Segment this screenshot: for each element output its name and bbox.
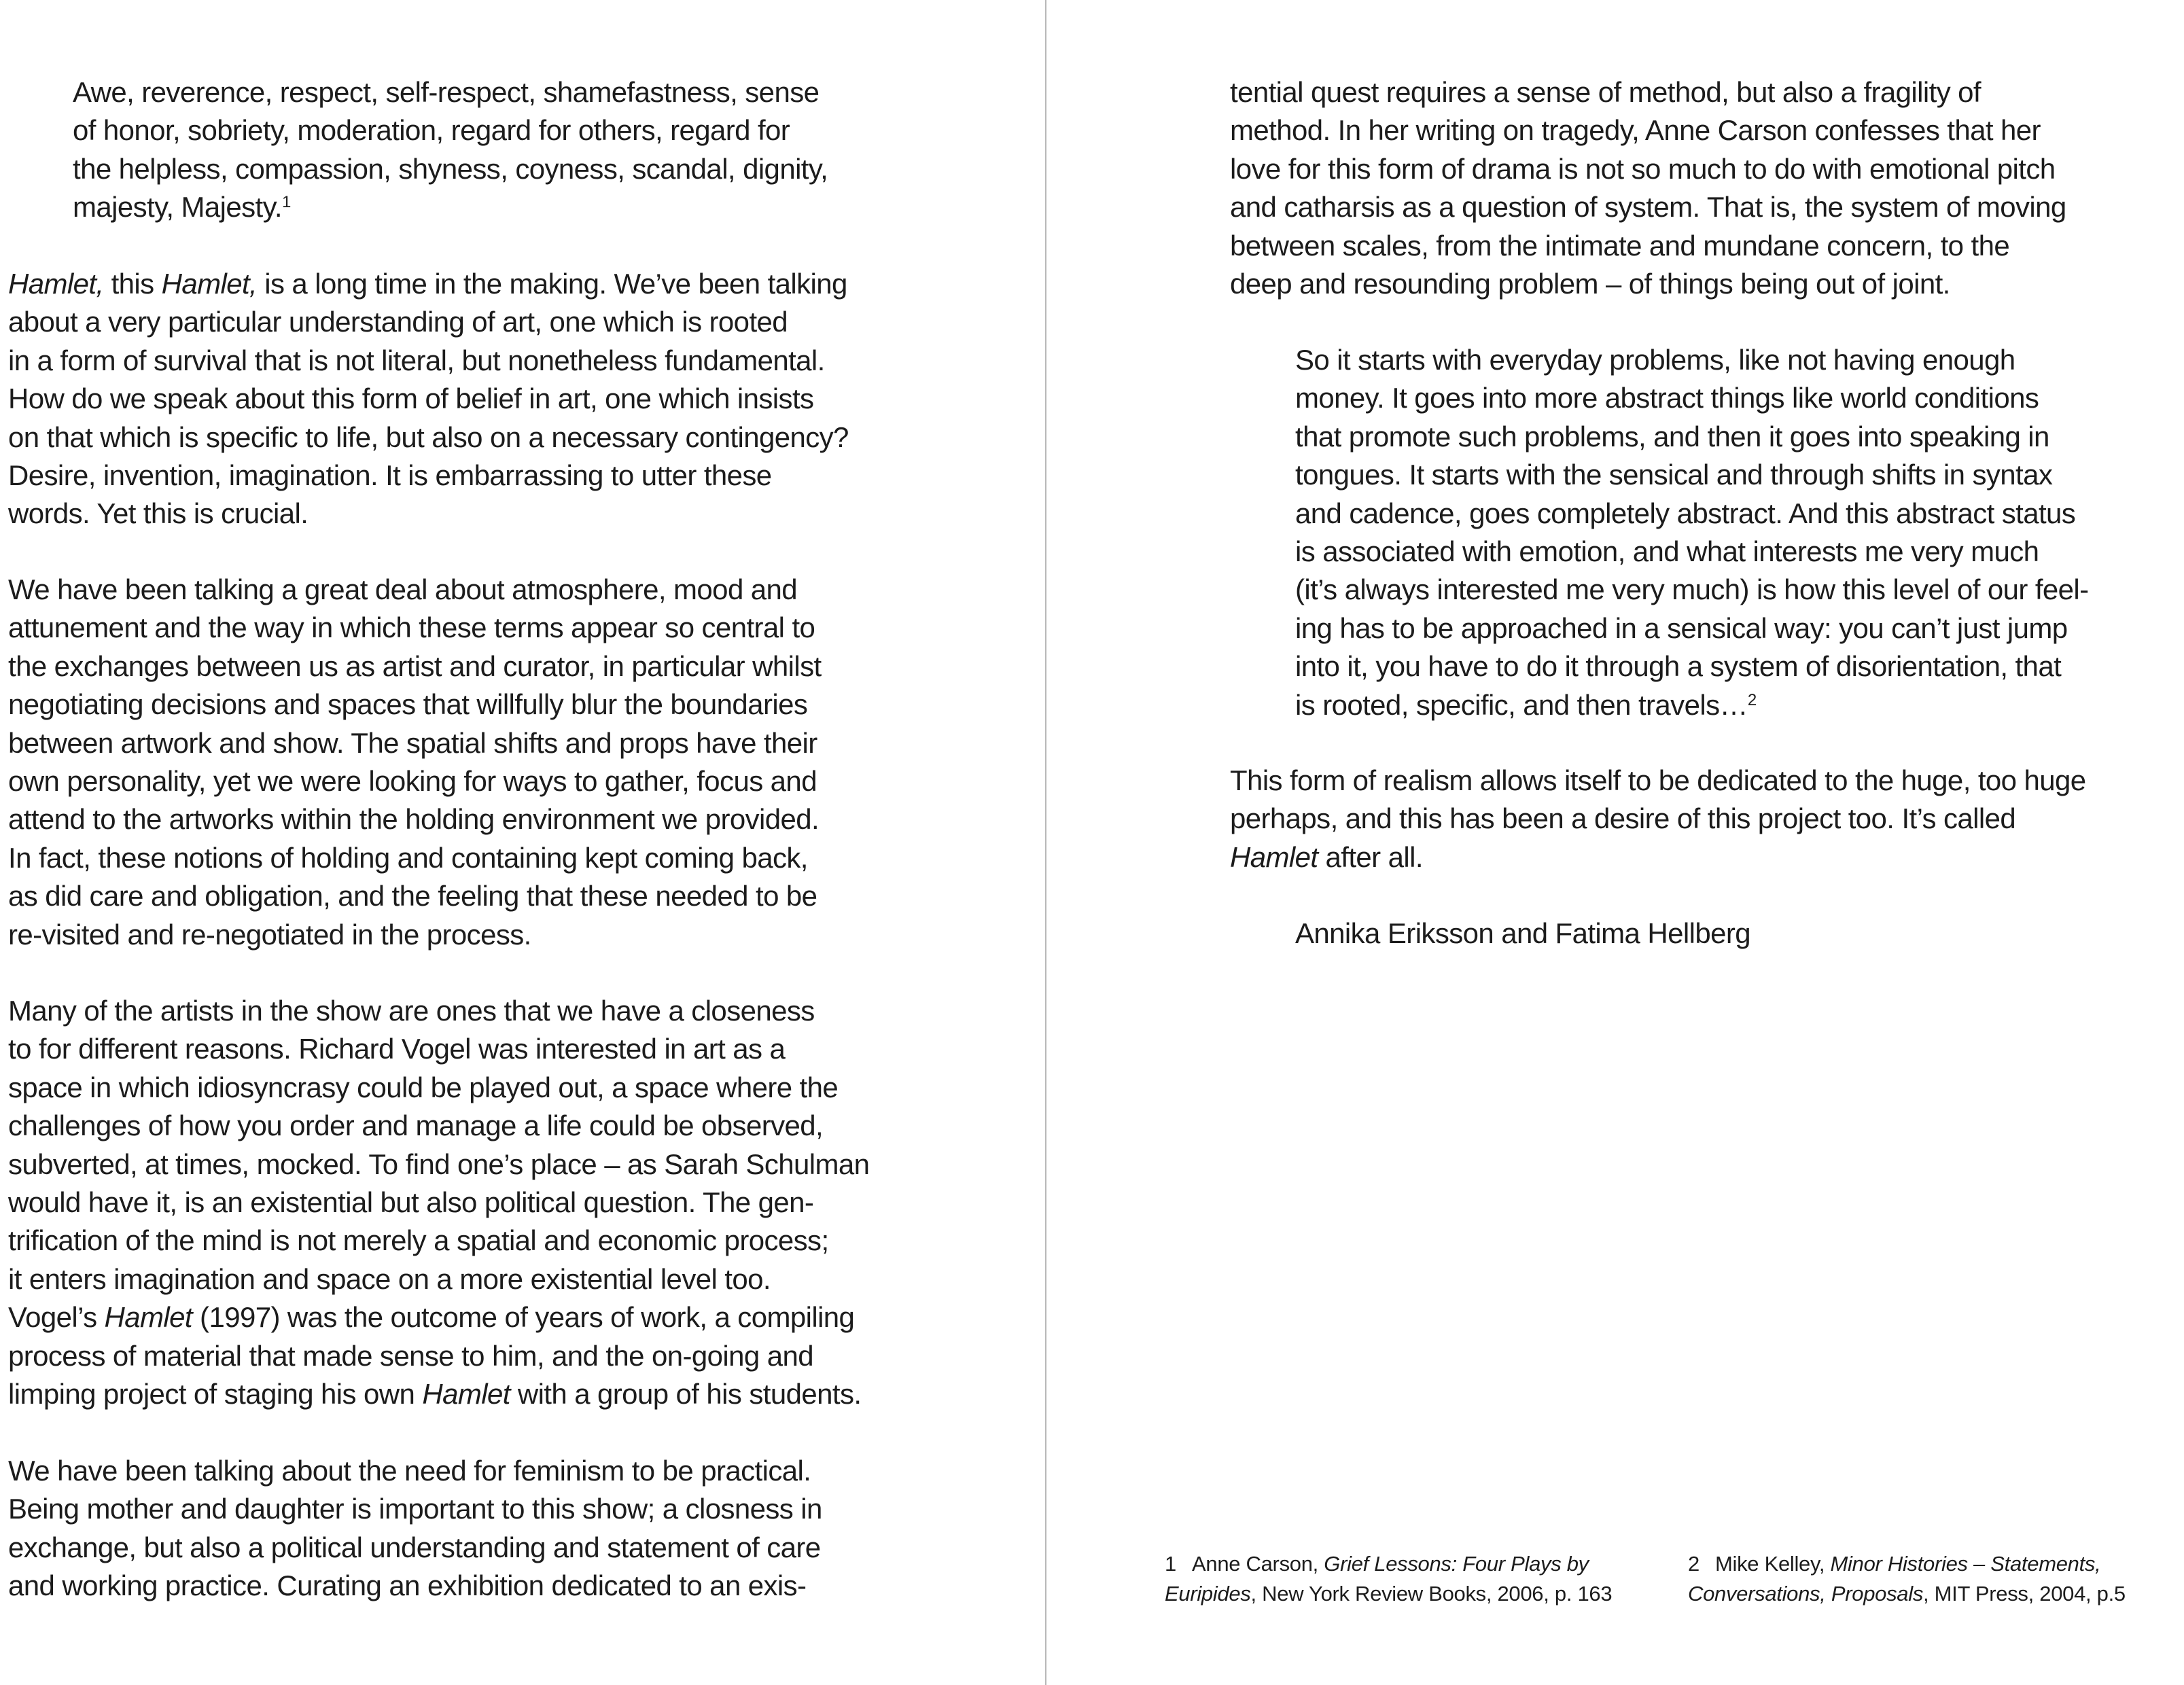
- footnote-title: Grief Lessons: Four Plays by: [1324, 1552, 1589, 1576]
- text-line: words. Yet this is crucial.: [8, 497, 309, 530]
- text-line: in a form of survival that is not literal, but nonetheless fundamental.: [8, 344, 825, 376]
- text-segment: (1997) was the outcome of years of work, a compiling: [192, 1301, 855, 1334]
- text-line: deep and resounding problem – of things being out of joint.: [1230, 268, 1950, 300]
- footnote-publisher: , MIT Press, 2004, p.5: [1923, 1582, 2126, 1606]
- text-line: attunement and the way in which these terms appear so central to: [8, 611, 815, 644]
- paragraph-atmosphere: [8, 571, 822, 954]
- text-line: negotiating decisions and spaces that willfully blur the boundaries: [8, 688, 808, 721]
- text-line: In fact, these notions of holding and containing kept coming back,: [8, 841, 808, 874]
- text-line: re-visited and re-negotiated in the process.: [8, 918, 531, 951]
- text-line: the exchanges between us as artist and curator, in particular whilst: [8, 650, 822, 682]
- italic-title: Hamlet: [104, 1301, 192, 1334]
- text-line: [8, 1298, 869, 1336]
- text-line: [1165, 1549, 1612, 1579]
- text-line: as did care and obligation, and the feeling that these needed to be: [8, 880, 817, 912]
- footnote-number: 1: [1165, 1552, 1176, 1576]
- right-page: [1046, 0, 2184, 1685]
- text-line: and cadence, goes completely abstract. And this abstract status: [1295, 497, 2076, 529]
- text-line: [8, 1375, 869, 1413]
- paragraph-artists: [8, 992, 869, 1413]
- italic-title: Hamlet: [1230, 840, 1318, 873]
- text-line: into it, you have to do it through a system of disorientation, that: [1295, 650, 2062, 683]
- text-segment: after all.: [1318, 840, 1423, 873]
- paragraph-feminism: [8, 1452, 822, 1606]
- text-line: attend to the artworks within the holding environment we provided.: [8, 803, 820, 836]
- footnote-number: 2: [1688, 1552, 1699, 1576]
- text-line: process of material that made sense to him, and the on-going and: [8, 1339, 813, 1372]
- text-line: exchange, but also a political understanding and statement of care: [8, 1531, 821, 1563]
- footnote-title: Euripides: [1165, 1582, 1251, 1606]
- text-line: between artwork and show. The spatial shifts and props have their: [8, 726, 817, 759]
- epigraph-quote: [73, 73, 828, 227]
- author-signature: [1295, 915, 1750, 953]
- italic-title: Hamlet: [422, 1378, 510, 1411]
- text-segment: limping project of staging his own: [8, 1378, 423, 1411]
- text-segment: with a group of his students.: [510, 1378, 862, 1411]
- text-line: own personality, yet we were looking for ways to gather, focus and: [8, 765, 817, 798]
- footnote-author: Mike Kelley,: [1715, 1552, 1831, 1576]
- footnote-ref-1: 1: [281, 193, 291, 212]
- text-line: between scales, from the intimate and mundane concern, to the: [1230, 229, 2010, 262]
- text-line: (it’s always interested me very much) is how this level of our feel-: [1295, 573, 2089, 606]
- text-line: [1295, 686, 2089, 724]
- paragraph-intro: [8, 265, 849, 533]
- text-line: [73, 188, 828, 226]
- text-line: subverted, at times, mocked. To find one’s place – as Sarah Schulman: [8, 1148, 870, 1180]
- text-line: method. In her writing on tragedy, Anne Carson confesses that her: [1230, 114, 2041, 147]
- text-line: to for different reasons. Richard Vogel was interested in art as a: [8, 1033, 786, 1065]
- text-line: is associated with emotion, and what interests me very much: [1295, 535, 2039, 568]
- footnote-2: [1688, 1549, 2126, 1609]
- text-line: love for this form of drama is not so much to do with emotional pitch: [1230, 152, 2056, 185]
- text-line: So it starts with everyday problems, like not having enough: [1295, 344, 2015, 376]
- text-line: it enters imagination and space on a more existential level too.: [8, 1262, 771, 1295]
- text-line: [1165, 1579, 1612, 1609]
- text-segment: is a long time in the making. We’ve been talking: [257, 268, 847, 300]
- text-line: that promote such problems, and then it goes into speaking in: [1295, 420, 2049, 453]
- text-segment: this: [103, 268, 162, 300]
- text-line: Many of the artists in the show are ones that we have a closeness: [8, 995, 815, 1027]
- text-line: perhaps, and this has been a desire of this project too. It’s called: [1230, 802, 2016, 835]
- text-line: tongues. It starts with the sensical and through shifts in syntax: [1295, 459, 2053, 491]
- footnote-1: [1165, 1549, 1612, 1609]
- text-line: the helpless, compassion, shyness, coyness, scandal, dignity,: [73, 152, 828, 185]
- text-line: and catharsis as a question of system. That is, the system of moving: [1230, 191, 2066, 224]
- footnote-title: Minor Histories – Statements,: [1830, 1552, 2101, 1576]
- text-line: [1688, 1549, 2126, 1579]
- text-line: [1230, 838, 2086, 876]
- text-line: Being mother and daughter is important to this show; a closness in: [8, 1493, 822, 1525]
- text-segment: Vogel’s: [8, 1301, 105, 1334]
- paragraph-method: [1230, 73, 2066, 303]
- text-line: [8, 265, 849, 303]
- text-line: We have been talking about the need for feminism to be practical.: [8, 1455, 811, 1487]
- text-line: Awe, reverence, respect, self-respect, shamefastness, sense: [73, 76, 820, 108]
- text-line: We have been talking a great deal about atmosphere, mood and: [8, 573, 798, 605]
- text-line: This form of realism allows itself to be dedicated to the huge, too huge: [1230, 764, 2086, 796]
- italic-title: Hamlet,: [161, 268, 258, 300]
- text-line: and working practice. Curating an exhibition dedicated to an exis-: [8, 1569, 807, 1602]
- text-segment: majesty, Majesty.: [73, 191, 282, 224]
- text-line: space in which idiosyncrasy could be played out, a space where the: [8, 1071, 839, 1103]
- left-page: [0, 0, 1045, 1685]
- text-line: about a very particular understanding of art, one which is rooted: [8, 306, 788, 338]
- text-line: challenges of how you order and manage a life could be observed,: [8, 1110, 824, 1142]
- text-line: would have it, is an existential but also political question. The gen-: [8, 1186, 814, 1219]
- footnote-author: Anne Carson,: [1192, 1552, 1324, 1576]
- text-line: Desire, invention, imagination. It is embarrassing to utter these: [8, 459, 772, 492]
- text-line: money. It goes into more abstract things like world conditions: [1295, 382, 2039, 414]
- text-line: How do we speak about this form of belief in art, one which insists: [8, 383, 814, 415]
- text-line: ing has to be approached in a sensical way: you can’t just jump: [1295, 611, 2068, 644]
- text-line: Annika Eriksson and Fatima Hellberg: [1295, 917, 1750, 949]
- text-line: trification of the mind is not merely a spatial and economic process;: [8, 1224, 829, 1257]
- text-line: of honor, sobriety, moderation, regard for others, regard for: [73, 114, 790, 147]
- footnote-title: Conversations, Proposals: [1688, 1582, 1924, 1606]
- footnote-ref-2: 2: [1747, 690, 1757, 709]
- footnote-publisher: , New York Review Books, 2006, p. 163: [1250, 1582, 1613, 1606]
- text-segment: is rooted, specific, and then travels…: [1295, 688, 1748, 721]
- italic-title: Hamlet,: [8, 268, 104, 300]
- block-quote: [1295, 341, 2089, 724]
- text-line: on that which is specific to life, but also on a necessary contingency?: [8, 421, 849, 453]
- text-line: tential quest requires a sense of method, but also a fragility of: [1230, 76, 1981, 108]
- text-line: [1688, 1579, 2126, 1609]
- paragraph-realism: [1230, 762, 2086, 876]
